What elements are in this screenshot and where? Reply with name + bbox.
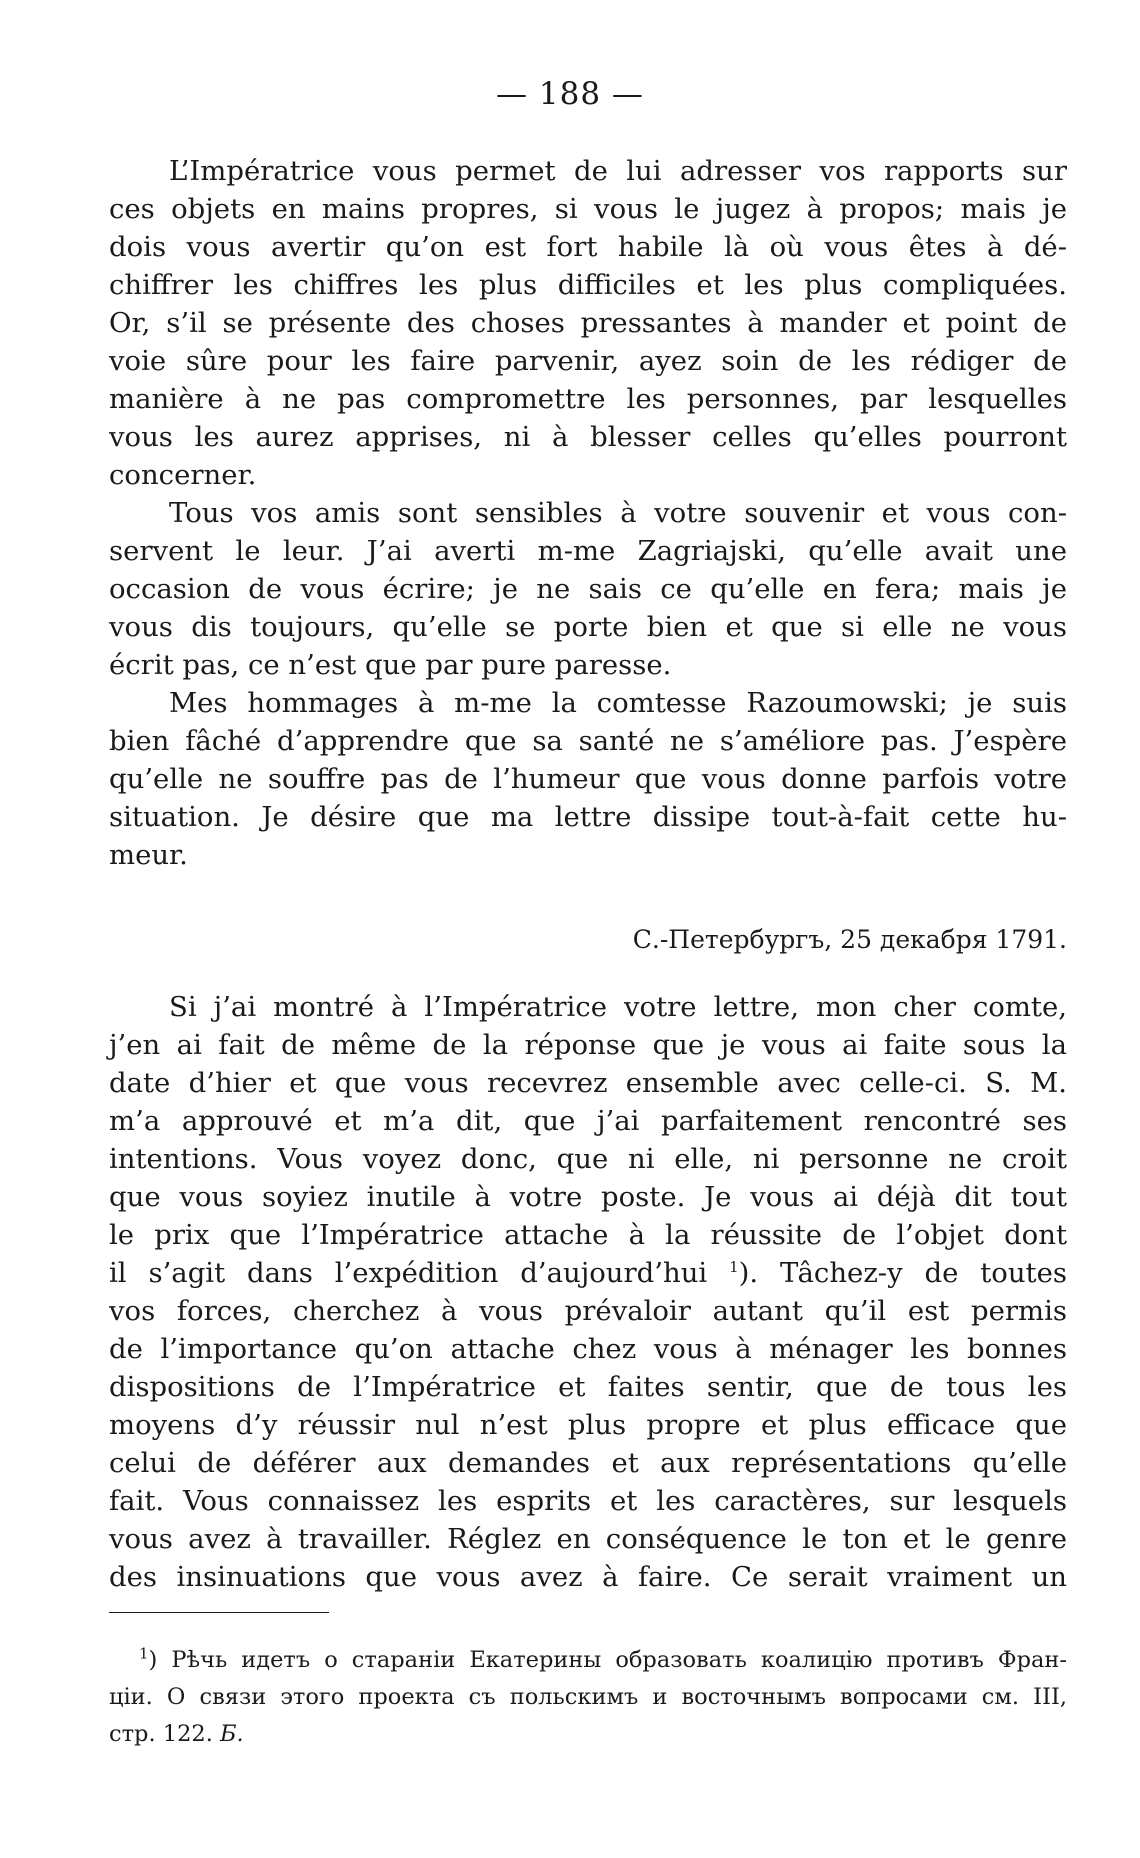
text-line: dispositions de l’Impératrice et faites sentir, que de tous les xyxy=(109,1371,1067,1403)
footnote-line xyxy=(109,1716,1067,1753)
text-segment: ). Tâchez-y de toutes xyxy=(738,1257,1067,1289)
paragraph-4 xyxy=(109,988,1067,1596)
text-line: Mes hommages à m-me la comtesse Razoumowski; je suis xyxy=(169,687,1067,719)
text-line: meur. xyxy=(109,839,188,871)
text-line: bien fâché d’apprendre que sa santé ne s’améliore pas. J’espère xyxy=(109,725,1067,757)
footnote-separator xyxy=(109,1612,329,1613)
footnote xyxy=(109,1642,1067,1753)
text-line: vos forces, cherchez à vous prévaloir autant qu’il est permis xyxy=(109,1295,1067,1327)
text-line: vous dis toujours, qu’elle se porte bien et que si elle ne vous xyxy=(109,611,1067,643)
text-line: date d’hier et que vous recevrez ensemble avec celle-ci. S. M. xyxy=(109,1067,1067,1099)
text-line: voie sûre pour les faire parvenir, ayez soin de les rédiger de xyxy=(109,345,1067,377)
footnote-signature: Б. xyxy=(220,1721,244,1747)
footnote-line xyxy=(109,1642,1067,1679)
text-line: chiffrer les chiffres les plus difficiles et les plus compliquées. xyxy=(109,269,1067,301)
text-line: servent le leur. J’ai averti m-me Zagriajski, qu’elle avait une xyxy=(109,535,1067,567)
text-line: j’en ai fait de même de la réponse que je vous ai faite sous la xyxy=(109,1029,1067,1061)
footnote-marker-paren: ) xyxy=(148,1647,158,1673)
text-line: Si j’ai montré à l’Impératrice votre lettre, mon cher comte, xyxy=(169,991,1067,1023)
page-number: — 188 — xyxy=(496,76,644,112)
paragraph-3 xyxy=(109,684,1067,874)
text-line: ces objets en mains propres, si vous le jugez à propos; mais je xyxy=(109,193,1067,225)
footnote-text: стр. 122. xyxy=(109,1721,221,1747)
text-segment: il s’agit dans l’expédition d’aujourd’hui xyxy=(109,1257,708,1289)
footnote-marker: 1 xyxy=(139,1644,149,1663)
text-line: manière à ne pas compromettre les personnes, par lesquelles xyxy=(109,383,1067,415)
text-line: intentions. Vous voyez donc, que ni elle, ni personne ne croit xyxy=(109,1143,1067,1175)
text-line: des insinuations que vous avez à faire. Ce serait vraiment un xyxy=(109,1561,1067,1593)
text-line-with-footnote-ref xyxy=(109,1254,1067,1292)
text-line: dois vous avertir qu’on est fort habile là où vous êtes à dé- xyxy=(109,231,1067,263)
text-line: concerner. xyxy=(109,459,257,491)
text-line: qu’elle ne souffre pas de l’humeur que vous donne parfois votre xyxy=(109,763,1067,795)
text-line: m’a approuvé et m’a dit, que j’ai parfaitement rencontré ses xyxy=(109,1105,1067,1137)
text-line: de l’importance qu’on attache chez vous à ménager les bonnes xyxy=(109,1333,1067,1365)
text-line: écrit pas, ce n’est que par pure paresse. xyxy=(109,649,672,681)
text-line: Tous vos amis sont sensibles à votre souvenir et vous con- xyxy=(169,497,1067,529)
text-line: occasion de vous écrire; je ne sais ce qu’elle en fera; mais je xyxy=(109,573,1067,605)
footnote-text: Рѣчь идетъ о стараніи Екатерины образовать коалицію противъ Фран- xyxy=(171,1647,1067,1673)
text-line: L’Impératrice vous permet de lui adresser vos rapports sur xyxy=(169,155,1067,187)
footnote-line: ціи. О связи этого проекта съ польскимъ и восточнымъ вопросами см. III, xyxy=(109,1684,1067,1710)
dateline: С.-Петербургъ, 25 декабря 1791. xyxy=(632,925,1067,954)
text-line: que vous soyiez inutile à votre poste. Je vous ai déjà dit tout xyxy=(109,1181,1067,1213)
paragraph-1 xyxy=(109,152,1067,494)
text-line: situation. Je désire que ma lettre dissipe tout-à-fait cette hu- xyxy=(109,801,1067,833)
text-line: celui de déférer aux demandes et aux représentations qu’elle xyxy=(109,1447,1067,1479)
text-line: fait. Vous connaissez les esprits et les caractères, sur lesquels xyxy=(109,1485,1067,1517)
text-line: Or, s’il se présente des choses pressantes à mander et point de xyxy=(109,307,1067,339)
text-line: vous les aurez apprises, ni à blesser celles qu’elles pourront xyxy=(109,421,1067,453)
text-line: le prix que l’Impératrice attache à la réussite de l’objet dont xyxy=(109,1219,1067,1251)
letter-body xyxy=(109,152,1067,1596)
paragraph-2 xyxy=(109,494,1067,684)
text-line: moyens d’y réussir nul n’est plus propre et plus efficace que xyxy=(109,1409,1067,1441)
footnote-reference: 1 xyxy=(729,1257,739,1276)
text-line: vous avez à travailler. Réglez en conséquence le ton et le genre xyxy=(109,1523,1067,1555)
